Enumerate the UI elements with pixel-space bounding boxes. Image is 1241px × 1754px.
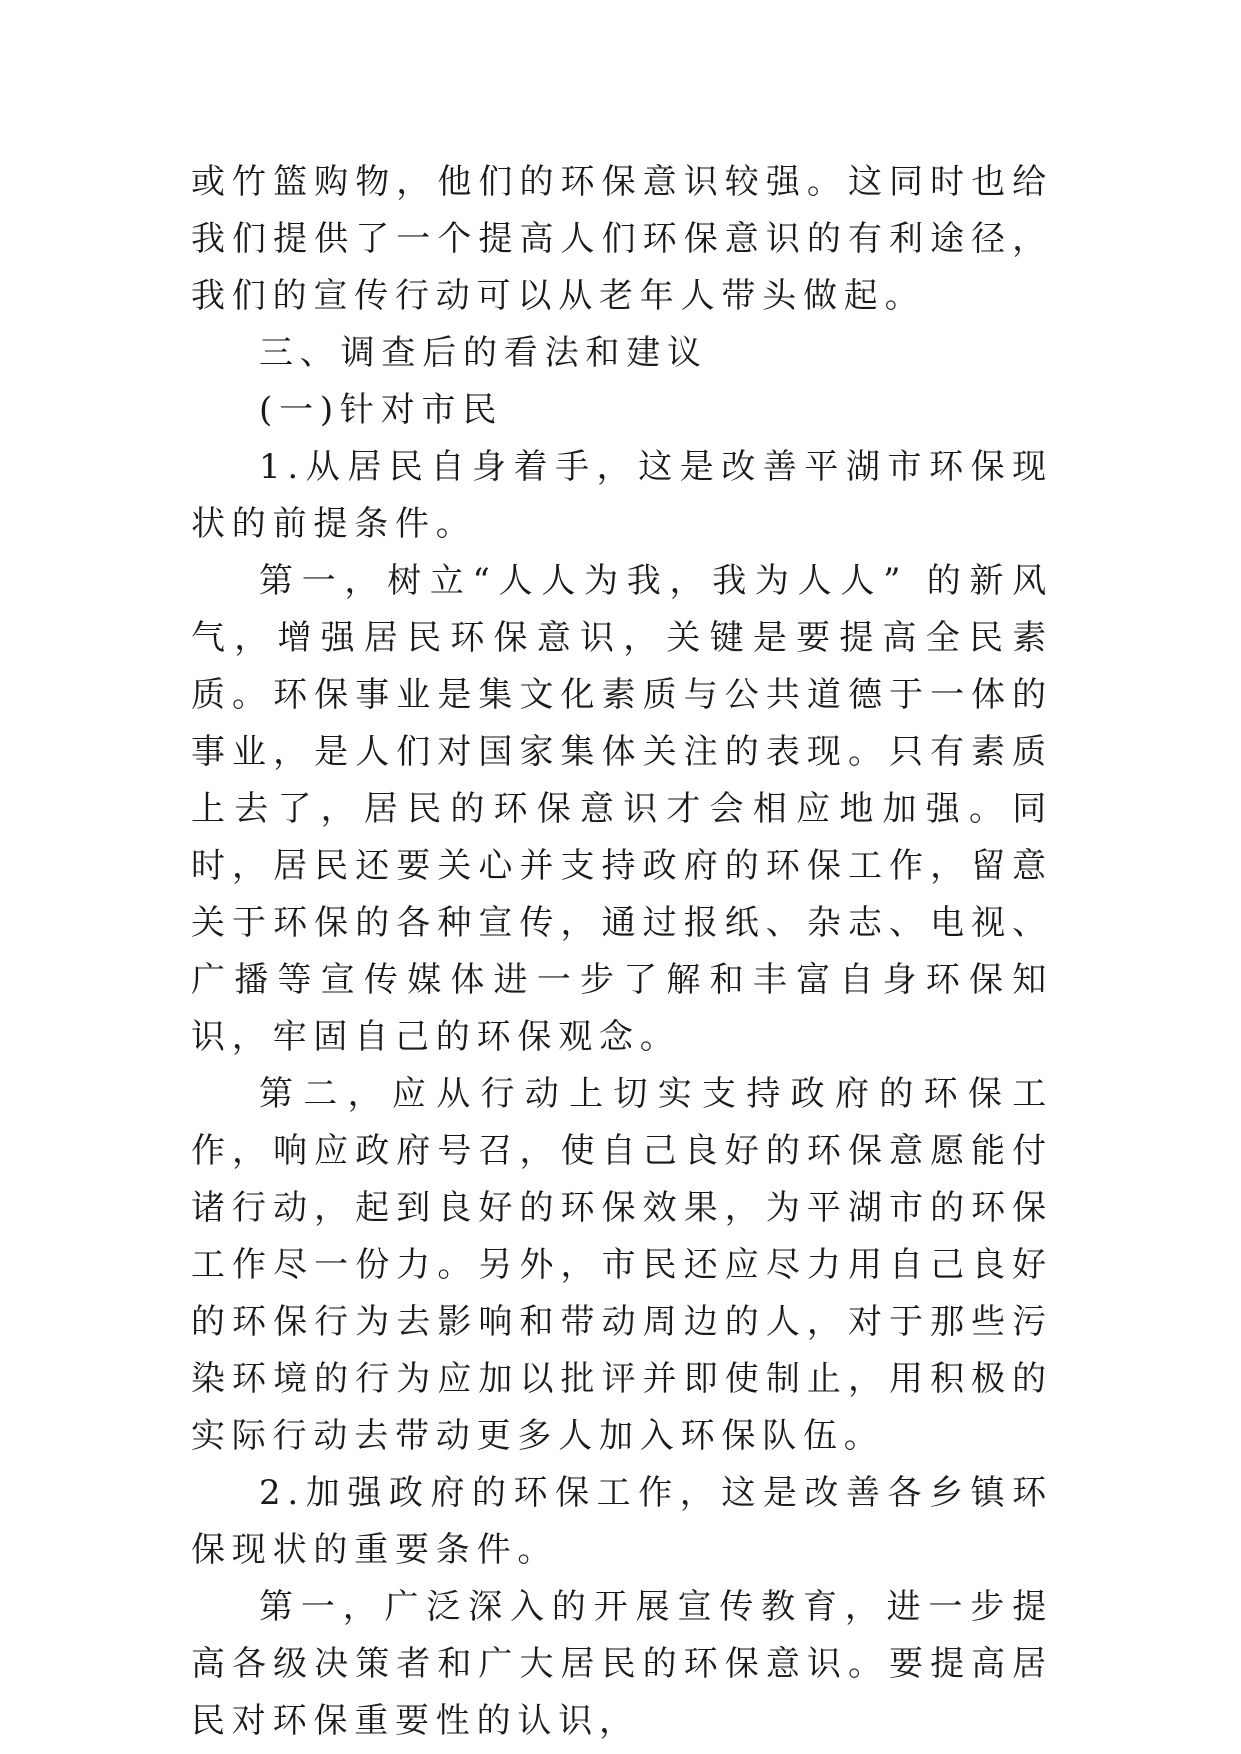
paragraph-second-point: 第二，应从行动上切实支持政府的环保工作，响应政府号召，使自己良好的环保意愿能付诸行动，起到良好的环保效果，为平湖市的环保工作尽一份力。另外，市民还应尽力用自己良好的环保行为去影响和带动周边的人，对于那些污染环境的行为应加以批评并即使制止，用积极的实际行动去带动更多人加入环保队伍。 bbox=[191, 1074, 1053, 1456]
paragraph-government-first-point: 第一，广泛深入的开展宣传教育，进一步提高各级决策者和广大居民的环保意识。要提高居民对环保重要性的认识， bbox=[191, 1587, 1053, 1741]
list-item-1: 1.从居民自身着手，这是改善平湖市环保现状的前提条件。 bbox=[191, 447, 1053, 544]
document-body bbox=[191, 154, 1053, 1750]
section-heading: 三、调查后的看法和建议 bbox=[259, 333, 708, 373]
paragraph-1: 或竹篮购物，他们的环保意识较强。这同时也给我们提供了一个提高人们环保意识的有利途径，我们的宣传行动可以从老年人带头做起。 bbox=[191, 162, 1053, 316]
subsection-heading: (一)针对市民 bbox=[259, 390, 504, 430]
list-item-2: 2.加强政府的环保工作，这是改善各乡镇环保现状的重要条件。 bbox=[191, 1473, 1053, 1570]
paragraph-first-point: 第一，树立“人人为我，我为人人” 的新风气，增强居民环保意识，关键是要提高全民素质。环保事业是集文化素质与公共道德于一体的事业，是人们对国家集体关注的表现。只有素质上去了，居民的环保意识才会相应地加强。同时，居民还要关心并支持政府的环保工作，留意关于环保的各种宣传，通过报纸、杂志、电视、广播等宣传媒体进一步了解和丰富自身环保知识，牢固自己的环保观念。 bbox=[191, 561, 1053, 1057]
